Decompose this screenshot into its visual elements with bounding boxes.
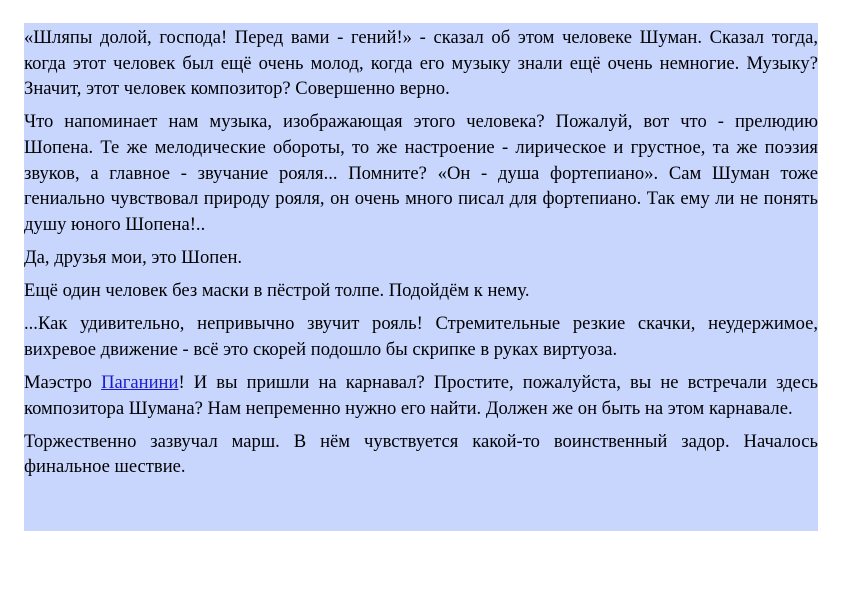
paragraph-piano-virtuoso: ...Как удивительно, непривычно звучит рояль! Стремительные резкие скачки, неудержимое, вихревое движение - всё это скорей подошло бы скрипке в руках виртуоза. bbox=[24, 313, 818, 360]
paragraph-chopin-reveal: Да, друзья мои, это Шопен. bbox=[24, 246, 243, 268]
paganini-text-before: Маэстро bbox=[24, 372, 102, 394]
paragraph-final-march: Торжественно зазвучал марш. В нём чувствуется какой-то воинственный задор. Началось финальное шествие. bbox=[24, 430, 818, 478]
paganini-link[interactable]: Паганини bbox=[101, 372, 179, 394]
paganini-text-after: ! И вы пришли на карнавал? Простите, пожалуйста, вы не встречали здесь композитора Шумана? Нам непременно нужно его найти. Должен же он быть на этом карнавале. bbox=[24, 372, 818, 419]
paragraph-chopin-prelude: Что напоминает нам музыка, изображающая этого человека? Пожалуй, вот что - прелюдию Шопена. Те же мелодические обороты, то же настроение - лирическое и грустное, та же поэзия звуков, а главное - звучание рояля... Помните? «Он - душа фортепиано». Сам Шуман тоже гениально чувствовал природу рояля, он очень много писал для фортепиано. Так ему ли не понять душу юного Шопена!.. bbox=[24, 111, 818, 235]
paragraph-unmasked-man: Ещё один человек без маски в пёстрой толпе. Подойдём к нему. bbox=[24, 280, 530, 302]
paragraph-schumann-quote: «Шляпы долой, господа! Перед вами - гений!» - сказал об этом человеке Шуман. Сказал тогда, когда этот человек был ещё очень молод, когда его музыку знали ещё очень немногие. Музыку? Значит, этот человек композитор? Совершенно верно. bbox=[24, 27, 818, 100]
highlighted-text-block bbox=[24, 23, 818, 531]
paragraph-paganini bbox=[24, 368, 818, 421]
